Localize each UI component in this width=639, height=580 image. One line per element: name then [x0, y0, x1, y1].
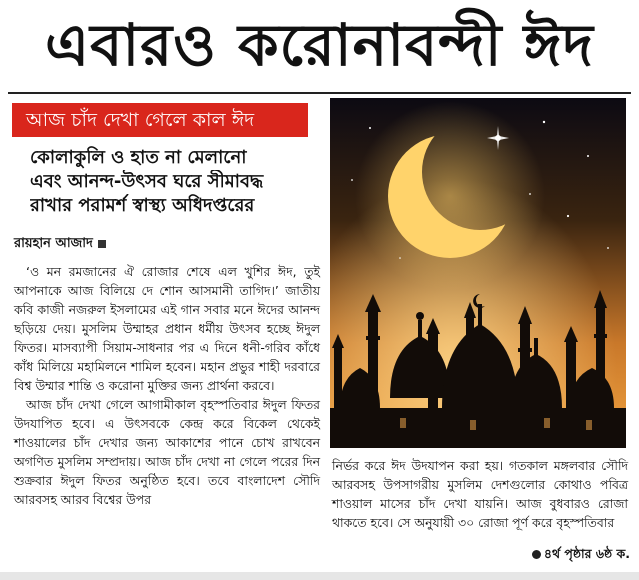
top-divider: [8, 92, 631, 94]
body-paragraph-2: আজ চাঁদ দেখা গেলে আগামীকাল বৃহস্পতিবার ঈদুল ফিতর উদযাপিত হবে। এ উৎসবকে কেন্দ্র করে বিকেল থেকেই শাওয়ালের চাঁদ দেখার জন্য আকাশের পানে চোখ রাখবেন অগণিত মুসলিম সম্প্রদায়। আজ চাঁদ দেখা না গেলে পরের দিন শুক্রবার ঈদুল ফিতর অনুষ্ঠিত হবে। তবে বাংলাদেশ সৌদি আরবসহ আরব বিশ্বের উপর: [14, 397, 320, 507]
article-body-right: [332, 456, 628, 532]
body-paragraph-1: ‘ও মন রমজানের ঐ রোজার শেষে এল খুশির ঈদ, তুই আপনাকে আজ বিলিয়ে দে শোন আসমানী তাগিদ।’ জাতীয় কবি কাজী নজরুল ইসলামের এই গান সবার মনে ঈদের আনন্দ ছড়িয়ে দেয়। মুসলিম উম্মাহর প্রধান ধর্মীয় উৎসব হচ্ছে ঈদুল ফিতর। মাসব্যাপী সিয়াম-সাধনার পর এ দিনে ধনী-গরিব কাঁধে কাঁধ মিলিয়ে মহামিলনে শামিল হবেন। মহান প্রভুর শাহী দরবারে বিশ্ব উম্মার শান্তি ও করোনা মুক্তির জন্য প্রার্থনা করবে।: [14, 264, 320, 393]
body-paragraph-3: নির্ভর করে ঈদ উদযাপন করা হয়। গতকাল মঙ্গলবার সৌদি আরবসহ উপসাগরীয় মুসলিম দেশগুলোর কোথাও পবিত্র শাওয়াল মাসের চাঁদ দেখা যায়নি। আজ বুধবারও রোজা থাকতে হবে। সে অনুযায়ী ৩০ রোজা পূর্ণ করে বৃহস্পতিবার: [332, 458, 628, 530]
continued-text: ৪র্থ পৃষ্ঠার ৬ষ্ঠ ক.: [543, 546, 630, 561]
subheadline: [30, 146, 322, 218]
headline: এবারও করোনাবন্দী ঈদ: [45, 11, 594, 79]
subhead-line-1: কোলাকুলি ও হাত না মেলানো: [30, 147, 247, 168]
subhead-line-2: এবং আনন্দ-উৎসব ঘরে সীমাবদ্ধ: [30, 171, 264, 192]
continued-note: [500, 544, 630, 564]
bottom-band: [0, 572, 639, 580]
bullet-icon: [532, 550, 541, 559]
subhead-line-3: রাখার পরামর্শ স্বাস্থ্য অধিদপ্তরের: [30, 195, 255, 216]
kicker-banner: আজ চাঁদ দেখা গেলে কাল ঈদ: [12, 103, 308, 137]
author-name: রায়হান আজাদ: [14, 236, 93, 251]
byline-square-icon: [98, 240, 106, 248]
eid-moon-mosque-photo: [330, 98, 626, 448]
article-body-left: [14, 262, 320, 509]
byline: [14, 234, 318, 254]
